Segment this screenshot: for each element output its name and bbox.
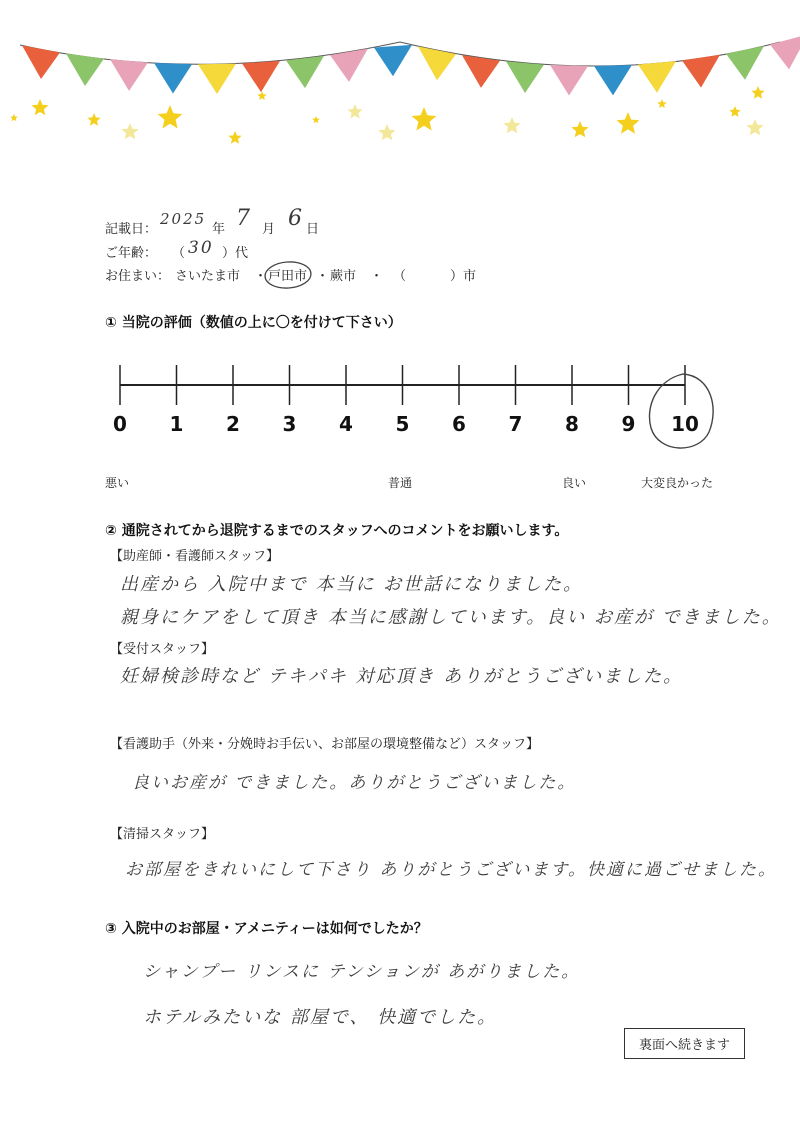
date-year-value: 2025 <box>160 210 207 228</box>
section1-title: ① 当院の評価（数値の上に〇を付けて下さい） <box>105 315 402 331</box>
star-icon <box>87 113 100 126</box>
age-label: ご年齢： <box>105 246 158 261</box>
residence-circle-mark <box>262 258 314 292</box>
scale-label-normal: 普通 <box>388 476 413 490</box>
residence-option-toda: 戸田市 <box>268 269 308 284</box>
star-icon <box>412 107 437 131</box>
scale-label-good: 良い <box>562 476 587 490</box>
scale-number-5: 5 <box>395 412 410 436</box>
bunting-flag <box>638 61 676 93</box>
group-cleaning-comment: お部屋をきれいにして下さり ありがとうございます。快適に過ごせました。 <box>125 860 778 880</box>
bunting-flag <box>726 46 764 80</box>
scale-label-very-good: 大変良かった <box>641 476 714 490</box>
star-icon <box>503 117 520 133</box>
residence-other-close: ）市 <box>450 269 477 284</box>
date-label: 記載日： <box>105 222 158 237</box>
bunting-flag <box>462 55 500 88</box>
scale-number-2: 2 <box>226 412 240 436</box>
star-icon <box>228 131 241 144</box>
star-icon <box>751 86 764 99</box>
rating-circle-mark <box>643 368 721 456</box>
continue-on-back-note: 裏面へ続きます <box>624 1028 745 1059</box>
bunting-flag <box>682 55 720 88</box>
star-icon <box>121 123 138 139</box>
rating-scale-line <box>100 355 720 415</box>
bunting-flag <box>506 61 544 93</box>
scale-label-bad: 悪い <box>105 476 130 490</box>
star-icon <box>729 106 740 117</box>
residence-sep-1: ・ <box>254 269 268 284</box>
date-month-unit: 月 <box>262 222 276 237</box>
star-icon <box>10 114 18 121</box>
bunting-flag <box>198 64 236 94</box>
scale-number-9: 9 <box>621 412 636 436</box>
star-icon <box>312 116 320 123</box>
star-icon <box>257 91 267 100</box>
star-icon <box>746 119 763 135</box>
bunting-flag <box>66 53 104 86</box>
scale-number-7: 7 <box>508 412 523 436</box>
bunting-flag <box>550 65 588 96</box>
bunting-flag <box>374 45 412 76</box>
group-reception-heading: 【受付スタッフ】 <box>110 642 215 657</box>
residence-option-saitama: さいたま市 <box>175 269 241 284</box>
residence-other-open: （ <box>393 269 407 284</box>
age-value: 30 <box>188 238 214 258</box>
scale-number-6: 6 <box>452 412 466 436</box>
star-icon <box>571 121 588 137</box>
section3-comment-2: ホテルみたいな 部屋で、 快適でした。 <box>143 1007 498 1028</box>
star-icon <box>617 112 640 134</box>
star-icon <box>657 99 667 108</box>
group-cleaning-heading: 【清掃スタッフ】 <box>110 827 215 842</box>
bunting-flag <box>110 59 148 91</box>
group-nurse-comment-1: 出産から 入院中まで 本当に お世話になりました。 <box>120 574 584 595</box>
group-reception-comment: 妊婦検診時など テキパキ 対応頂き ありがとうございました。 <box>120 666 684 687</box>
scale-number-8: 8 <box>565 412 579 436</box>
bunting-flag <box>22 45 60 79</box>
bunting-flag <box>418 46 456 80</box>
residence-sep-3: ・ <box>370 269 384 284</box>
star-icon <box>347 104 362 119</box>
section3-title: ③ 入院中のお部屋・アメニティーは如何でしたか？ <box>105 921 428 937</box>
residence-sep-2: ・ <box>316 269 330 284</box>
date-year-unit: 年 <box>212 222 226 237</box>
group-assistant-heading: 【看護助手（外来・分娩時お手伝い、お部屋の環境整備など）スタッフ】 <box>110 737 540 752</box>
age-open: （ <box>172 246 186 261</box>
star-icon <box>158 105 183 129</box>
age-close: ）代 <box>222 246 249 261</box>
group-assistant-comment: 良いお産が できました。ありがとうございました。 <box>132 773 577 793</box>
scale-number-0: 0 <box>113 412 127 436</box>
date-day-value: 6 <box>288 206 304 231</box>
bunting-flag <box>594 65 632 96</box>
section2-title: ② 通院されてから退院するまでのスタッフへのコメントをお願いします。 <box>105 523 569 539</box>
star-icon <box>378 124 395 140</box>
group-nurse-heading: 【助産師・看護師スタッフ】 <box>110 549 280 564</box>
bunting-decoration <box>0 0 800 170</box>
scale-number-10: 10 <box>671 412 699 436</box>
residence-option-warabi: 蕨市 <box>330 269 357 284</box>
scale-number-4: 4 <box>339 412 353 436</box>
scale-number-3: 3 <box>282 412 297 436</box>
date-month-value: 7 <box>236 206 252 231</box>
residence-label: お住まい： <box>105 269 171 284</box>
bunting-flag <box>770 34 800 69</box>
section3-comment-1: シャンプー リンスに テンションが あがりました。 <box>143 962 581 982</box>
bunting-flag <box>154 63 192 94</box>
date-day-unit: 日 <box>306 222 320 237</box>
scale-number-1: 1 <box>169 412 184 436</box>
group-nurse-comment-2: 親身にケアをして頂き 本当に感謝しています。良い お産が できました。 <box>120 607 782 628</box>
star-icon <box>31 99 48 115</box>
bunting-flag <box>286 56 324 88</box>
bunting-flag <box>242 61 280 92</box>
